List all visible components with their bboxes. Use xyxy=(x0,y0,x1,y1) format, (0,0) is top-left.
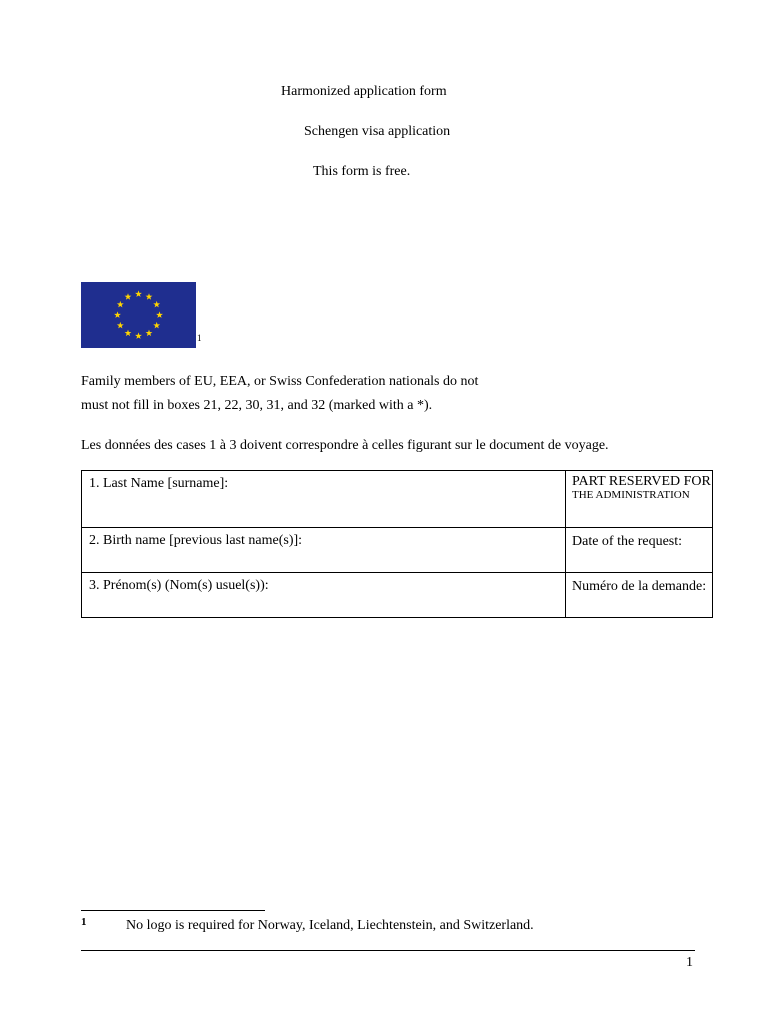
field-first-names[interactable] xyxy=(82,573,566,618)
footnote-separator xyxy=(81,910,265,911)
form-title: Harmonized application form xyxy=(281,84,447,99)
reserved-heading-line2: THE ADMINISTRATION xyxy=(572,489,690,501)
form-subtitle: Schengen visa application xyxy=(304,124,451,139)
footer-rule xyxy=(81,950,695,951)
footnote-text: No logo is required for Norway, Iceland, Liechtenstein, and Switzerland. xyxy=(126,918,534,933)
reserved-number-label: Numéro de la demande: xyxy=(572,579,707,594)
field-last-name-label: 1. Last Name [surname]: xyxy=(89,476,229,491)
intro-line-1: Family members of EU, EEA, or Swiss Confederation nationals do not xyxy=(81,374,479,389)
field-last-name[interactable] xyxy=(82,471,566,528)
field-birth-name[interactable] xyxy=(82,528,566,573)
footnote-number: 1 xyxy=(81,916,87,928)
free-note: This form is free. xyxy=(313,164,411,179)
application-form-table xyxy=(81,470,713,618)
intro-line-2: must not fill in boxes 21, 22, 30, 31, and 32 (marked with a *). xyxy=(81,398,433,413)
logo-footnote-ref: 1 xyxy=(197,333,202,343)
field-first-names-label: 3. Prénom(s) (Nom(s) usuel(s)): xyxy=(89,578,269,593)
reserved-heading-cell xyxy=(566,471,713,528)
reserved-date-label: Date of the request: xyxy=(572,534,683,549)
intro-line-3: Les données des cases 1 à 3 doivent correspondre à celles figurant sur le document de voyage. xyxy=(81,438,609,453)
eu-flag-icon xyxy=(81,282,196,348)
field-birth-name-label: 2. Birth name [previous last name(s)]: xyxy=(89,533,303,548)
reserved-date-cell xyxy=(566,528,713,573)
reserved-heading-line1: PART RESERVED FOR xyxy=(572,474,711,489)
page-number: 1 xyxy=(686,955,693,970)
reserved-number-cell xyxy=(566,573,713,618)
